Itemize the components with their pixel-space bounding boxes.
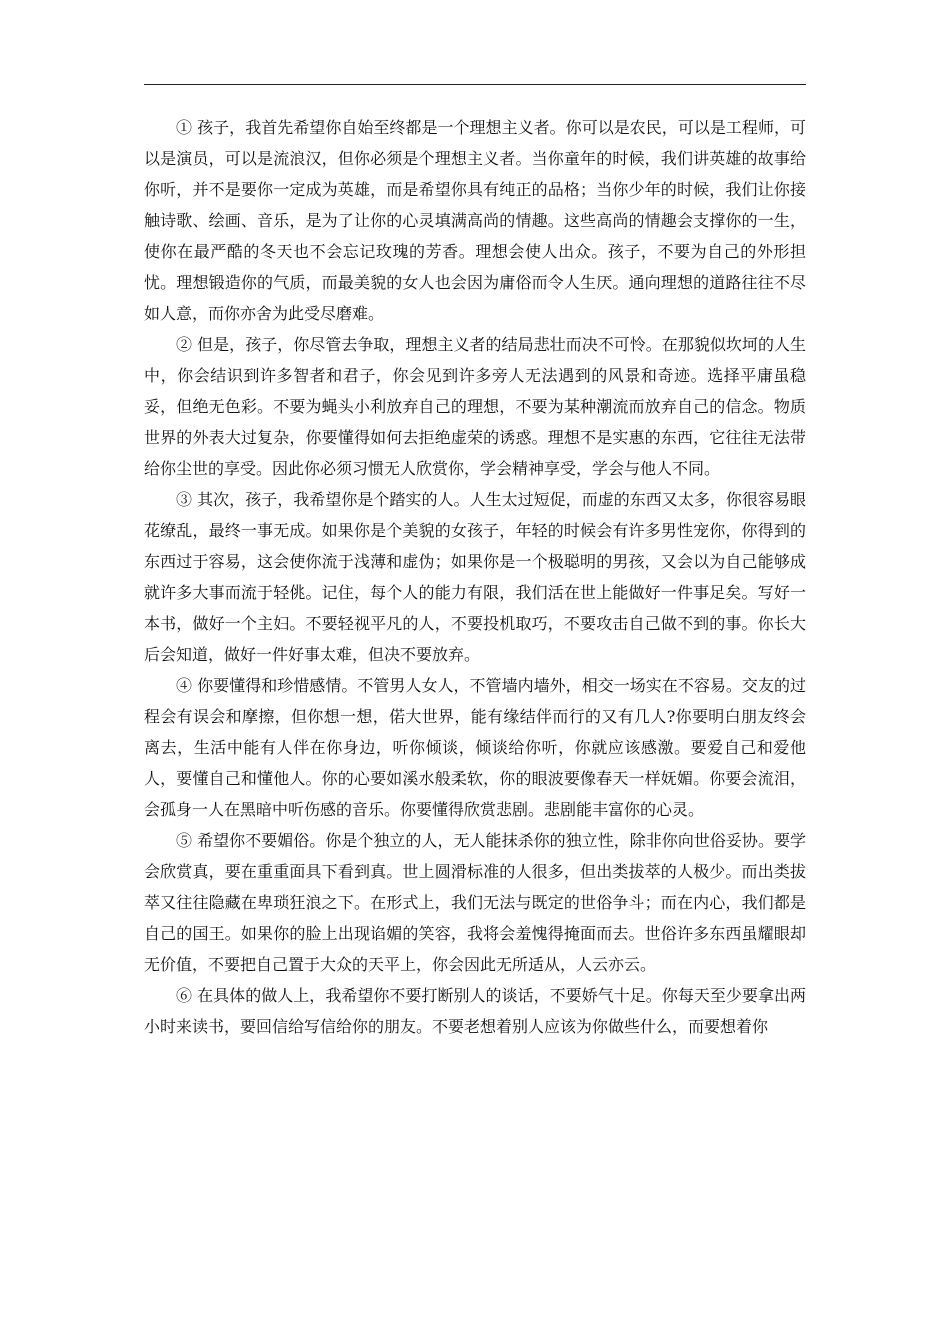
header-rule (144, 84, 806, 85)
paragraph-2: ② 但是，孩子，你尽管去争取，理想主义者的结局悲壮而决不可怜。在那貌似坎坷的人生中，你会结识到许多智者和君子，你会见到许多旁人无法遇到的风景和奇迹。选择平庸虽稳妥，但绝无色彩。不要为蝇头小利放弃自己的理想，不要为某种潮流而放弃自己的信念。物质世界的外表大过复杂，你要懂得如何去拒绝虚荣的诱惑。理想不是实惠的东西，它往往无法带给你尘世的享受。因此你必须习惯无人欣赏你，学会精神享受，学会与他人不同。 (144, 335, 806, 478)
paragraph-1: ① 孩子，我首先希望你自始至终都是一个理想主义者。你可以是农民，可以是工程师，可以是演员，可以是流浪汉，但你必须是个理想主义者。当你童年的时候，我们讲英雄的故事给你听，并不是要你一定成为英雄，而是希望你具有纯正的品格；当你少年的时候，我们让你接触诗歌、绘画、音乐，是为了让你的心灵填满高尚的情趣。这些高尚的情趣会支撑你的一生，使你在最严酷的冬天也不会忘记玫瑰的芳香。理想会使人出众。孩子，不要为自己的外形担忧。理想锻造你的气质，而最美貌的女人也会因为庸俗而令人生厌。通向理想的道路往往不尽如人意，而你亦舍为此受尽磨难。 (144, 118, 806, 323)
paragraph-6: ⑥ 在具体的做人上，我希望你不要打断别人的谈话，不要娇气十足。你每天至少要拿出两小时来读书，要回信给写信给你的朋友。不要老想着别人应该为你做些什么，而要想着你 (144, 986, 806, 1036)
paragraph-3: ③ 其次，孩子，我希望你是个踏实的人。人生太过短促，而虚的东西又太多，你很容易眼花缭乱，最终一事无成。如果你是个美貌的女孩子，年轻的时候会有许多男性宠你，你得到的东西过于容易，这会使你流于浅薄和虚伪；如果你是一个极聪明的男孩，又会以为自己能够成就许多大事而流于轻佻。记住，每个人的能力有限，我们活在世上能做好一件事足矣。写好一本书，做好一个主妇。不要轻视平凡的人，不要投机取巧，不要攻击自己做不到的事。你长大后会知道，做好一件好事太难，但决不要放弃。 (144, 490, 806, 664)
paragraph-5: ⑤ 希望你不要媚俗。你是个独立的人，无人能抹杀你的独立性，除非你向世俗妥协。要学会欣赏真，要在重重面具下看到真。世上圆滑标准的人很多，但出类拔萃的人极少。而出类拔萃又往往隐藏在卑琐狂浪之下。在形式上，我们无法与既定的世俗争斗；而在内心，我们都是自己的国王。如果你的脸上出现谄媚的笑容，我将会羞愧得掩面而去。世俗许多东西虽耀眼却无价值，不要把自己置于大众的天平上，你会因此无所适从，人云亦云。 (144, 831, 806, 974)
paragraph-4: ④ 你要懂得和珍惜感情。不管男人女人，不管墙内墙外，相交一场实在不容易。交友的过程会有误会和摩擦，但你想一想，偌大世界，能有缘结伴而行的又有几人?你要明白朋友终会离去，生活中能有人伴在你身边，听你倾谈，倾谈给你听，你就应该感激。要爱自己和爱他人，要懂自己和懂他人。你的心要如溪水般柔软，你的眼波要像春天一样妩媚。你要会流泪，会孤身一人在黑暗中听伤感的音乐。你要懂得欣赏悲剧。悲剧能丰富你的心灵。 (144, 676, 806, 819)
document-body (144, 112, 806, 1042)
